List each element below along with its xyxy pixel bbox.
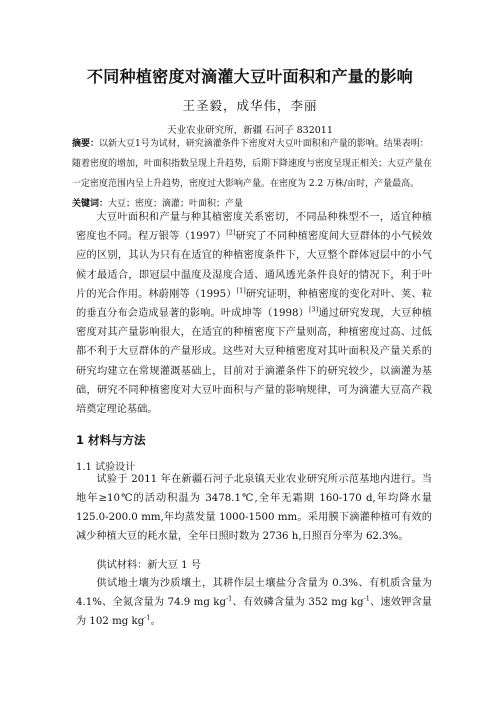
keywords-label: 关键词：	[72, 199, 109, 209]
citation-2: [2]	[226, 228, 236, 237]
citation-1: [1]	[236, 286, 246, 295]
section-heading-materials-methods: 1 材料与方法	[76, 433, 146, 447]
abstract-label: 摘要：	[72, 139, 100, 149]
soil-part-4: 。	[150, 616, 161, 627]
unit-exponent-2: -1	[363, 594, 370, 603]
citation-3: [3]	[308, 305, 319, 314]
soil-part-2: 、有效磷含量为 352 mg kg	[232, 597, 364, 608]
soil-part-1: 供试地土壤为沙质壤土，其耕作层土壤盐分含量为 0.3%、有机质含量为 4.1%、全氮含量为 74.9 mg kg	[76, 578, 432, 608]
abstract-text: 以新大豆1号为试材，研究滴灌条件下密度对大豆叶面积和产量的影响。结果表明：随着密度的增加，叶面积指数呈现上升趋势，后期下降速度与密度呈现正相关；大豆产量在一定密度范围内呈上升趋势，密度过大影响产量。在密度为 2.2 万株/亩时，产量最高。	[72, 139, 433, 189]
abstract	[72, 134, 436, 194]
paper-affiliation: 天业农业研究所，新疆 石河子 832011	[167, 125, 333, 136]
intro-paragraph	[76, 208, 432, 419]
intro-part-3: 研究证明，种植密度的变化对叶、荚、粒的垂直分布会造成显著的影响。叶成坤等（1998）	[76, 288, 433, 320]
intro-part-2: 研究了不同种植密度间大豆群体的小气候效应的区别，其认为只有在适宜的种植密度条件下，大豆整个群体冠层中的小气候才最适合，即冠层中温度及湿度合适、通风透光条件良好的情况下，利于叶片的光合作用。林蔚刚等（1995）	[76, 231, 433, 300]
unit-exponent-1: -1	[225, 594, 233, 603]
intro-part-1: 大豆叶面积和产量与种其植密度关系密切，不同品种株型不一，适宜种植密度也不同。程万银等（1997）	[76, 212, 432, 243]
soil-part-3: 、速效钾含量为 102 mg kg	[76, 597, 432, 627]
paper-authors: 王圣毅，成华伟，李丽	[182, 98, 318, 113]
unit-exponent-3: -1	[144, 613, 151, 622]
paper-title: 不同种植密度对滴灌大豆叶面积和产量的影响	[86, 67, 413, 86]
design-paragraph: 试验于 2011 年在新疆石河子北泉镇天业农业研究所示范基地内进行。当地年≥10℃的活动积温为 3478.1℃,全年无霜期 160-170 d,年均降水量 125.0-200.0 mm,年均蒸发量 1000-1500 mm。采用膜下滴灌种植可有效的减少种植大豆的耗水量，全年日照时数为 2736 h,日照百分率为 62.3%。	[76, 474, 432, 542]
keywords-text: 大豆；密度；滴灌；叶面积；产量	[108, 199, 244, 209]
materials-line: 供试材料：新大豆 1 号	[96, 560, 202, 571]
subsection-heading-design: 1.1 试验设计	[76, 462, 136, 473]
soil-paragraph	[76, 574, 432, 631]
intro-part-4: 通过研究发现，大豆种植密度对其产量影响很大，在适宜的种植密度下产量则高，种植密度过高、过低都不利于大豆群体的产量形成。这些对大豆种植密度对其叶面积及产量关系的研究均建立在常规灌溉基础上，目前对于滴灌条件下的研究较少，以滴灌为基础，研究不同种植密度对大豆叶面积与产量的影响规律，可为滴灌大豆高产栽培奠定理论基础。	[76, 308, 432, 416]
